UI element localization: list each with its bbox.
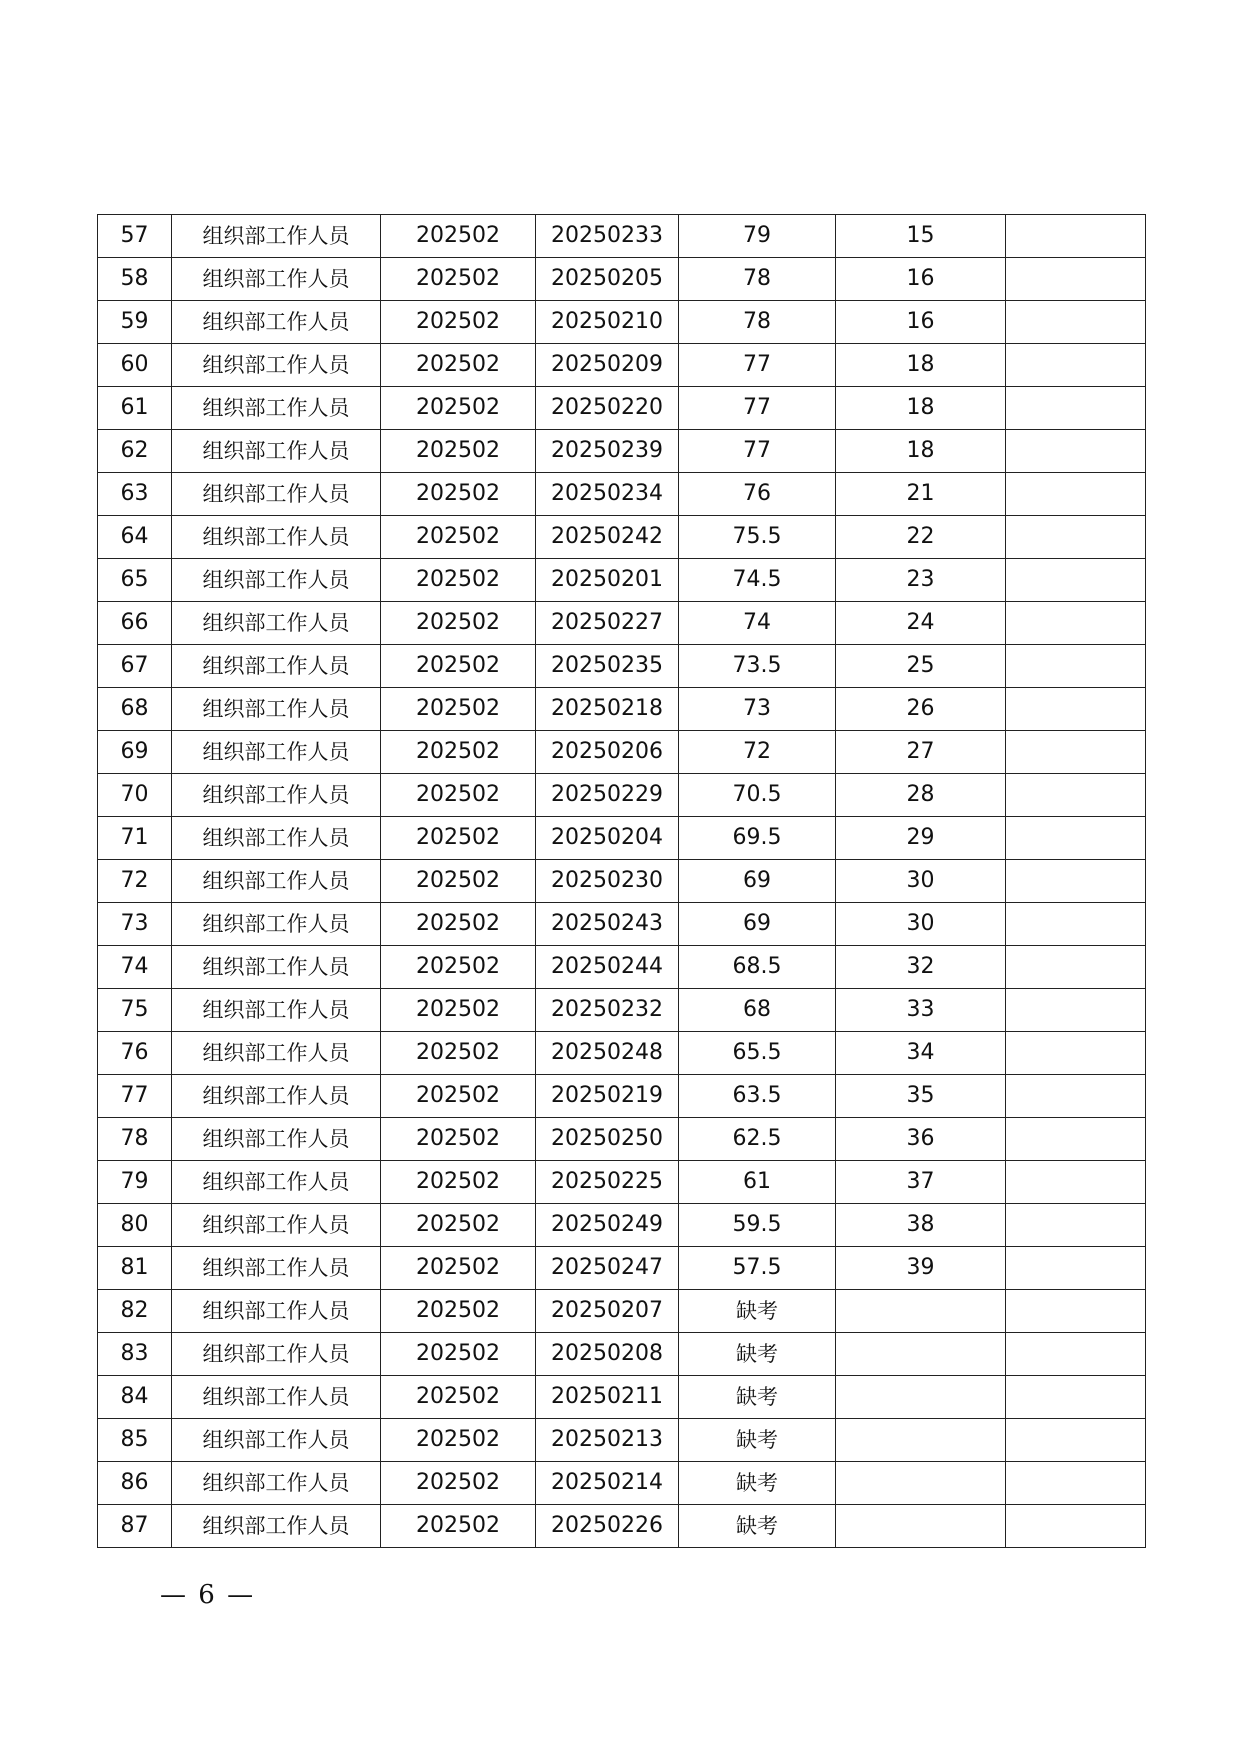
cell-rank: 28 (836, 774, 1006, 817)
cell-ticket-number: 20250249 (536, 1204, 679, 1247)
cell-score: 缺考 (679, 1505, 836, 1548)
cell-post-code: 202502 (381, 989, 536, 1032)
cell-position: 组织部工作人员 (172, 903, 381, 946)
cell-rank: 22 (836, 516, 1006, 559)
cell-position: 组织部工作人员 (172, 946, 381, 989)
table-row (98, 774, 1146, 817)
cell-position: 组织部工作人员 (172, 774, 381, 817)
page-number: — 6 — (160, 1580, 256, 1610)
cell-position: 组织部工作人员 (172, 731, 381, 774)
cell-score: 59.5 (679, 1204, 836, 1247)
cell-number: 80 (98, 1204, 172, 1247)
cell-ticket-number: 20250244 (536, 946, 679, 989)
cell-position: 组织部工作人员 (172, 1032, 381, 1075)
cell-score: 73.5 (679, 645, 836, 688)
cell-remark (1006, 516, 1146, 559)
cell-post-code: 202502 (381, 1376, 536, 1419)
cell-number: 63 (98, 473, 172, 516)
cell-score: 68.5 (679, 946, 836, 989)
cell-remark (1006, 1376, 1146, 1419)
cell-rank: 30 (836, 860, 1006, 903)
cell-score: 65.5 (679, 1032, 836, 1075)
cell-remark (1006, 258, 1146, 301)
cell-post-code: 202502 (381, 344, 536, 387)
cell-post-code: 202502 (381, 688, 536, 731)
cell-post-code: 202502 (381, 903, 536, 946)
table-row (98, 1161, 1146, 1204)
cell-ticket-number: 20250201 (536, 559, 679, 602)
cell-position: 组织部工作人员 (172, 1247, 381, 1290)
cell-score: 68 (679, 989, 836, 1032)
cell-post-code: 202502 (381, 1419, 536, 1462)
cell-remark (1006, 645, 1146, 688)
cell-post-code: 202502 (381, 1161, 536, 1204)
cell-number: 59 (98, 301, 172, 344)
cell-ticket-number: 20250220 (536, 387, 679, 430)
cell-number: 67 (98, 645, 172, 688)
cell-remark (1006, 1204, 1146, 1247)
cell-rank: 18 (836, 344, 1006, 387)
cell-rank: 29 (836, 817, 1006, 860)
cell-position: 组织部工作人员 (172, 559, 381, 602)
cell-position: 组织部工作人员 (172, 387, 381, 430)
cell-number: 74 (98, 946, 172, 989)
cell-rank: 15 (836, 215, 1006, 258)
cell-ticket-number: 20250226 (536, 1505, 679, 1548)
cell-remark (1006, 473, 1146, 516)
cell-remark (1006, 1161, 1146, 1204)
cell-remark (1006, 903, 1146, 946)
cell-position: 组织部工作人员 (172, 602, 381, 645)
cell-rank: 21 (836, 473, 1006, 516)
table-row (98, 989, 1146, 1032)
cell-score: 69 (679, 903, 836, 946)
cell-number: 64 (98, 516, 172, 559)
cell-rank: 30 (836, 903, 1006, 946)
cell-position: 组织部工作人员 (172, 215, 381, 258)
cell-position: 组织部工作人员 (172, 1290, 381, 1333)
cell-remark (1006, 817, 1146, 860)
cell-remark (1006, 387, 1146, 430)
cell-post-code: 202502 (381, 946, 536, 989)
cell-rank (836, 1290, 1006, 1333)
cell-remark (1006, 989, 1146, 1032)
cell-post-code: 202502 (381, 1505, 536, 1548)
table-row (98, 1204, 1146, 1247)
cell-remark (1006, 688, 1146, 731)
cell-number: 69 (98, 731, 172, 774)
table-row (98, 1032, 1146, 1075)
cell-remark (1006, 946, 1146, 989)
cell-score: 77 (679, 387, 836, 430)
table-row (98, 344, 1146, 387)
cell-position: 组织部工作人员 (172, 1419, 381, 1462)
cell-number: 60 (98, 344, 172, 387)
cell-number: 76 (98, 1032, 172, 1075)
cell-remark (1006, 1462, 1146, 1505)
cell-position: 组织部工作人员 (172, 817, 381, 860)
cell-ticket-number: 20250250 (536, 1118, 679, 1161)
cell-position: 组织部工作人员 (172, 1075, 381, 1118)
cell-ticket-number: 20250208 (536, 1333, 679, 1376)
cell-score: 61 (679, 1161, 836, 1204)
cell-ticket-number: 20250247 (536, 1247, 679, 1290)
cell-position: 组织部工作人员 (172, 1204, 381, 1247)
cell-post-code: 202502 (381, 1075, 536, 1118)
cell-rank (836, 1462, 1006, 1505)
cell-post-code: 202502 (381, 258, 536, 301)
cell-rank: 36 (836, 1118, 1006, 1161)
cell-ticket-number: 20250243 (536, 903, 679, 946)
cell-score: 73 (679, 688, 836, 731)
cell-post-code: 202502 (381, 731, 536, 774)
table-row (98, 215, 1146, 258)
table-row (98, 903, 1146, 946)
table-row (98, 1290, 1146, 1333)
cell-rank: 33 (836, 989, 1006, 1032)
cell-position: 组织部工作人员 (172, 473, 381, 516)
cell-rank (836, 1376, 1006, 1419)
cell-ticket-number: 20250204 (536, 817, 679, 860)
table-row (98, 946, 1146, 989)
cell-post-code: 202502 (381, 1333, 536, 1376)
cell-number: 61 (98, 387, 172, 430)
cell-score: 70.5 (679, 774, 836, 817)
cell-rank: 16 (836, 258, 1006, 301)
cell-number: 82 (98, 1290, 172, 1333)
cell-ticket-number: 20250239 (536, 430, 679, 473)
cell-score: 缺考 (679, 1419, 836, 1462)
cell-position: 组织部工作人员 (172, 301, 381, 344)
cell-score: 69 (679, 860, 836, 903)
cell-rank: 16 (836, 301, 1006, 344)
cell-number: 85 (98, 1419, 172, 1462)
cell-rank: 23 (836, 559, 1006, 602)
score-table-body (98, 215, 1146, 1548)
cell-score: 78 (679, 301, 836, 344)
cell-ticket-number: 20250211 (536, 1376, 679, 1419)
cell-number: 73 (98, 903, 172, 946)
cell-ticket-number: 20250225 (536, 1161, 679, 1204)
table-row (98, 817, 1146, 860)
cell-position: 组织部工作人员 (172, 430, 381, 473)
cell-score: 74.5 (679, 559, 836, 602)
cell-number: 83 (98, 1333, 172, 1376)
cell-remark (1006, 344, 1146, 387)
table-row (98, 1462, 1146, 1505)
table-row (98, 258, 1146, 301)
cell-remark (1006, 1419, 1146, 1462)
cell-remark (1006, 1505, 1146, 1548)
cell-ticket-number: 20250206 (536, 731, 679, 774)
cell-post-code: 202502 (381, 602, 536, 645)
cell-rank: 25 (836, 645, 1006, 688)
table-row (98, 1333, 1146, 1376)
cell-post-code: 202502 (381, 559, 536, 602)
cell-score: 76 (679, 473, 836, 516)
table-row (98, 559, 1146, 602)
cell-score: 缺考 (679, 1376, 836, 1419)
cell-position: 组织部工作人员 (172, 1118, 381, 1161)
cell-score: 77 (679, 430, 836, 473)
cell-remark (1006, 1247, 1146, 1290)
table-row (98, 1247, 1146, 1290)
cell-remark (1006, 1290, 1146, 1333)
table-row (98, 516, 1146, 559)
cell-remark (1006, 1118, 1146, 1161)
table-row (98, 688, 1146, 731)
cell-post-code: 202502 (381, 1247, 536, 1290)
cell-ticket-number: 20250210 (536, 301, 679, 344)
cell-position: 组织部工作人员 (172, 1333, 381, 1376)
cell-score: 72 (679, 731, 836, 774)
cell-position: 组织部工作人员 (172, 1376, 381, 1419)
cell-position: 组织部工作人员 (172, 989, 381, 1032)
cell-number: 86 (98, 1462, 172, 1505)
cell-remark (1006, 559, 1146, 602)
cell-post-code: 202502 (381, 430, 536, 473)
table-row (98, 430, 1146, 473)
cell-number: 66 (98, 602, 172, 645)
cell-remark (1006, 1333, 1146, 1376)
cell-rank: 34 (836, 1032, 1006, 1075)
cell-number: 70 (98, 774, 172, 817)
cell-post-code: 202502 (381, 473, 536, 516)
cell-position: 组织部工作人员 (172, 645, 381, 688)
table-row (98, 473, 1146, 516)
table-row (98, 645, 1146, 688)
cell-ticket-number: 20250209 (536, 344, 679, 387)
cell-number: 57 (98, 215, 172, 258)
cell-post-code: 202502 (381, 817, 536, 860)
cell-score: 69.5 (679, 817, 836, 860)
cell-rank (836, 1419, 1006, 1462)
cell-rank: 38 (836, 1204, 1006, 1247)
table-row (98, 731, 1146, 774)
cell-ticket-number: 20250233 (536, 215, 679, 258)
cell-remark (1006, 731, 1146, 774)
cell-post-code: 202502 (381, 774, 536, 817)
table-row (98, 387, 1146, 430)
cell-position: 组织部工作人员 (172, 516, 381, 559)
cell-score: 74 (679, 602, 836, 645)
cell-post-code: 202502 (381, 215, 536, 258)
cell-remark (1006, 1032, 1146, 1075)
cell-rank: 24 (836, 602, 1006, 645)
cell-rank (836, 1333, 1006, 1376)
cell-score: 77 (679, 344, 836, 387)
cell-ticket-number: 20250218 (536, 688, 679, 731)
cell-score: 75.5 (679, 516, 836, 559)
cell-remark (1006, 860, 1146, 903)
cell-post-code: 202502 (381, 1462, 536, 1505)
cell-post-code: 202502 (381, 301, 536, 344)
cell-position: 组织部工作人员 (172, 1462, 381, 1505)
cell-rank: 27 (836, 731, 1006, 774)
cell-ticket-number: 20250214 (536, 1462, 679, 1505)
cell-rank: 18 (836, 387, 1006, 430)
cell-number: 79 (98, 1161, 172, 1204)
cell-score: 63.5 (679, 1075, 836, 1118)
cell-ticket-number: 20250234 (536, 473, 679, 516)
cell-ticket-number: 20250242 (536, 516, 679, 559)
cell-score: 缺考 (679, 1290, 836, 1333)
cell-rank: 18 (836, 430, 1006, 473)
table-row (98, 1505, 1146, 1548)
cell-post-code: 202502 (381, 1032, 536, 1075)
cell-position: 组织部工作人员 (172, 860, 381, 903)
cell-number: 84 (98, 1376, 172, 1419)
cell-remark (1006, 430, 1146, 473)
cell-post-code: 202502 (381, 387, 536, 430)
cell-ticket-number: 20250232 (536, 989, 679, 1032)
cell-number: 77 (98, 1075, 172, 1118)
cell-ticket-number: 20250230 (536, 860, 679, 903)
cell-ticket-number: 20250205 (536, 258, 679, 301)
cell-position: 组织部工作人员 (172, 1505, 381, 1548)
cell-ticket-number: 20250213 (536, 1419, 679, 1462)
cell-number: 58 (98, 258, 172, 301)
cell-rank: 39 (836, 1247, 1006, 1290)
cell-position: 组织部工作人员 (172, 1161, 381, 1204)
cell-position: 组织部工作人员 (172, 344, 381, 387)
cell-number: 68 (98, 688, 172, 731)
table-row (98, 1376, 1146, 1419)
table-row (98, 1118, 1146, 1161)
cell-rank: 37 (836, 1161, 1006, 1204)
table-row (98, 860, 1146, 903)
cell-rank (836, 1505, 1006, 1548)
cell-number: 75 (98, 989, 172, 1032)
cell-rank: 26 (836, 688, 1006, 731)
cell-score: 缺考 (679, 1462, 836, 1505)
cell-ticket-number: 20250235 (536, 645, 679, 688)
score-table (97, 214, 1146, 1548)
cell-post-code: 202502 (381, 860, 536, 903)
cell-post-code: 202502 (381, 516, 536, 559)
cell-number: 87 (98, 1505, 172, 1548)
cell-remark (1006, 301, 1146, 344)
cell-position: 组织部工作人员 (172, 258, 381, 301)
table-row (98, 1075, 1146, 1118)
cell-number: 72 (98, 860, 172, 903)
cell-ticket-number: 20250207 (536, 1290, 679, 1333)
cell-ticket-number: 20250248 (536, 1032, 679, 1075)
cell-position: 组织部工作人员 (172, 688, 381, 731)
cell-post-code: 202502 (381, 1204, 536, 1247)
cell-number: 65 (98, 559, 172, 602)
cell-remark (1006, 774, 1146, 817)
cell-score: 78 (679, 258, 836, 301)
cell-score: 57.5 (679, 1247, 836, 1290)
cell-remark (1006, 1075, 1146, 1118)
cell-ticket-number: 20250219 (536, 1075, 679, 1118)
cell-post-code: 202502 (381, 1118, 536, 1161)
cell-number: 81 (98, 1247, 172, 1290)
cell-score: 62.5 (679, 1118, 836, 1161)
table-row (98, 1419, 1146, 1462)
cell-post-code: 202502 (381, 645, 536, 688)
cell-rank: 32 (836, 946, 1006, 989)
cell-number: 71 (98, 817, 172, 860)
cell-number: 78 (98, 1118, 172, 1161)
cell-remark (1006, 215, 1146, 258)
cell-post-code: 202502 (381, 1290, 536, 1333)
cell-score: 79 (679, 215, 836, 258)
table-row (98, 602, 1146, 645)
cell-rank: 35 (836, 1075, 1006, 1118)
cell-ticket-number: 20250229 (536, 774, 679, 817)
table-row (98, 301, 1146, 344)
cell-remark (1006, 602, 1146, 645)
cell-score: 缺考 (679, 1333, 836, 1376)
cell-number: 62 (98, 430, 172, 473)
cell-ticket-number: 20250227 (536, 602, 679, 645)
